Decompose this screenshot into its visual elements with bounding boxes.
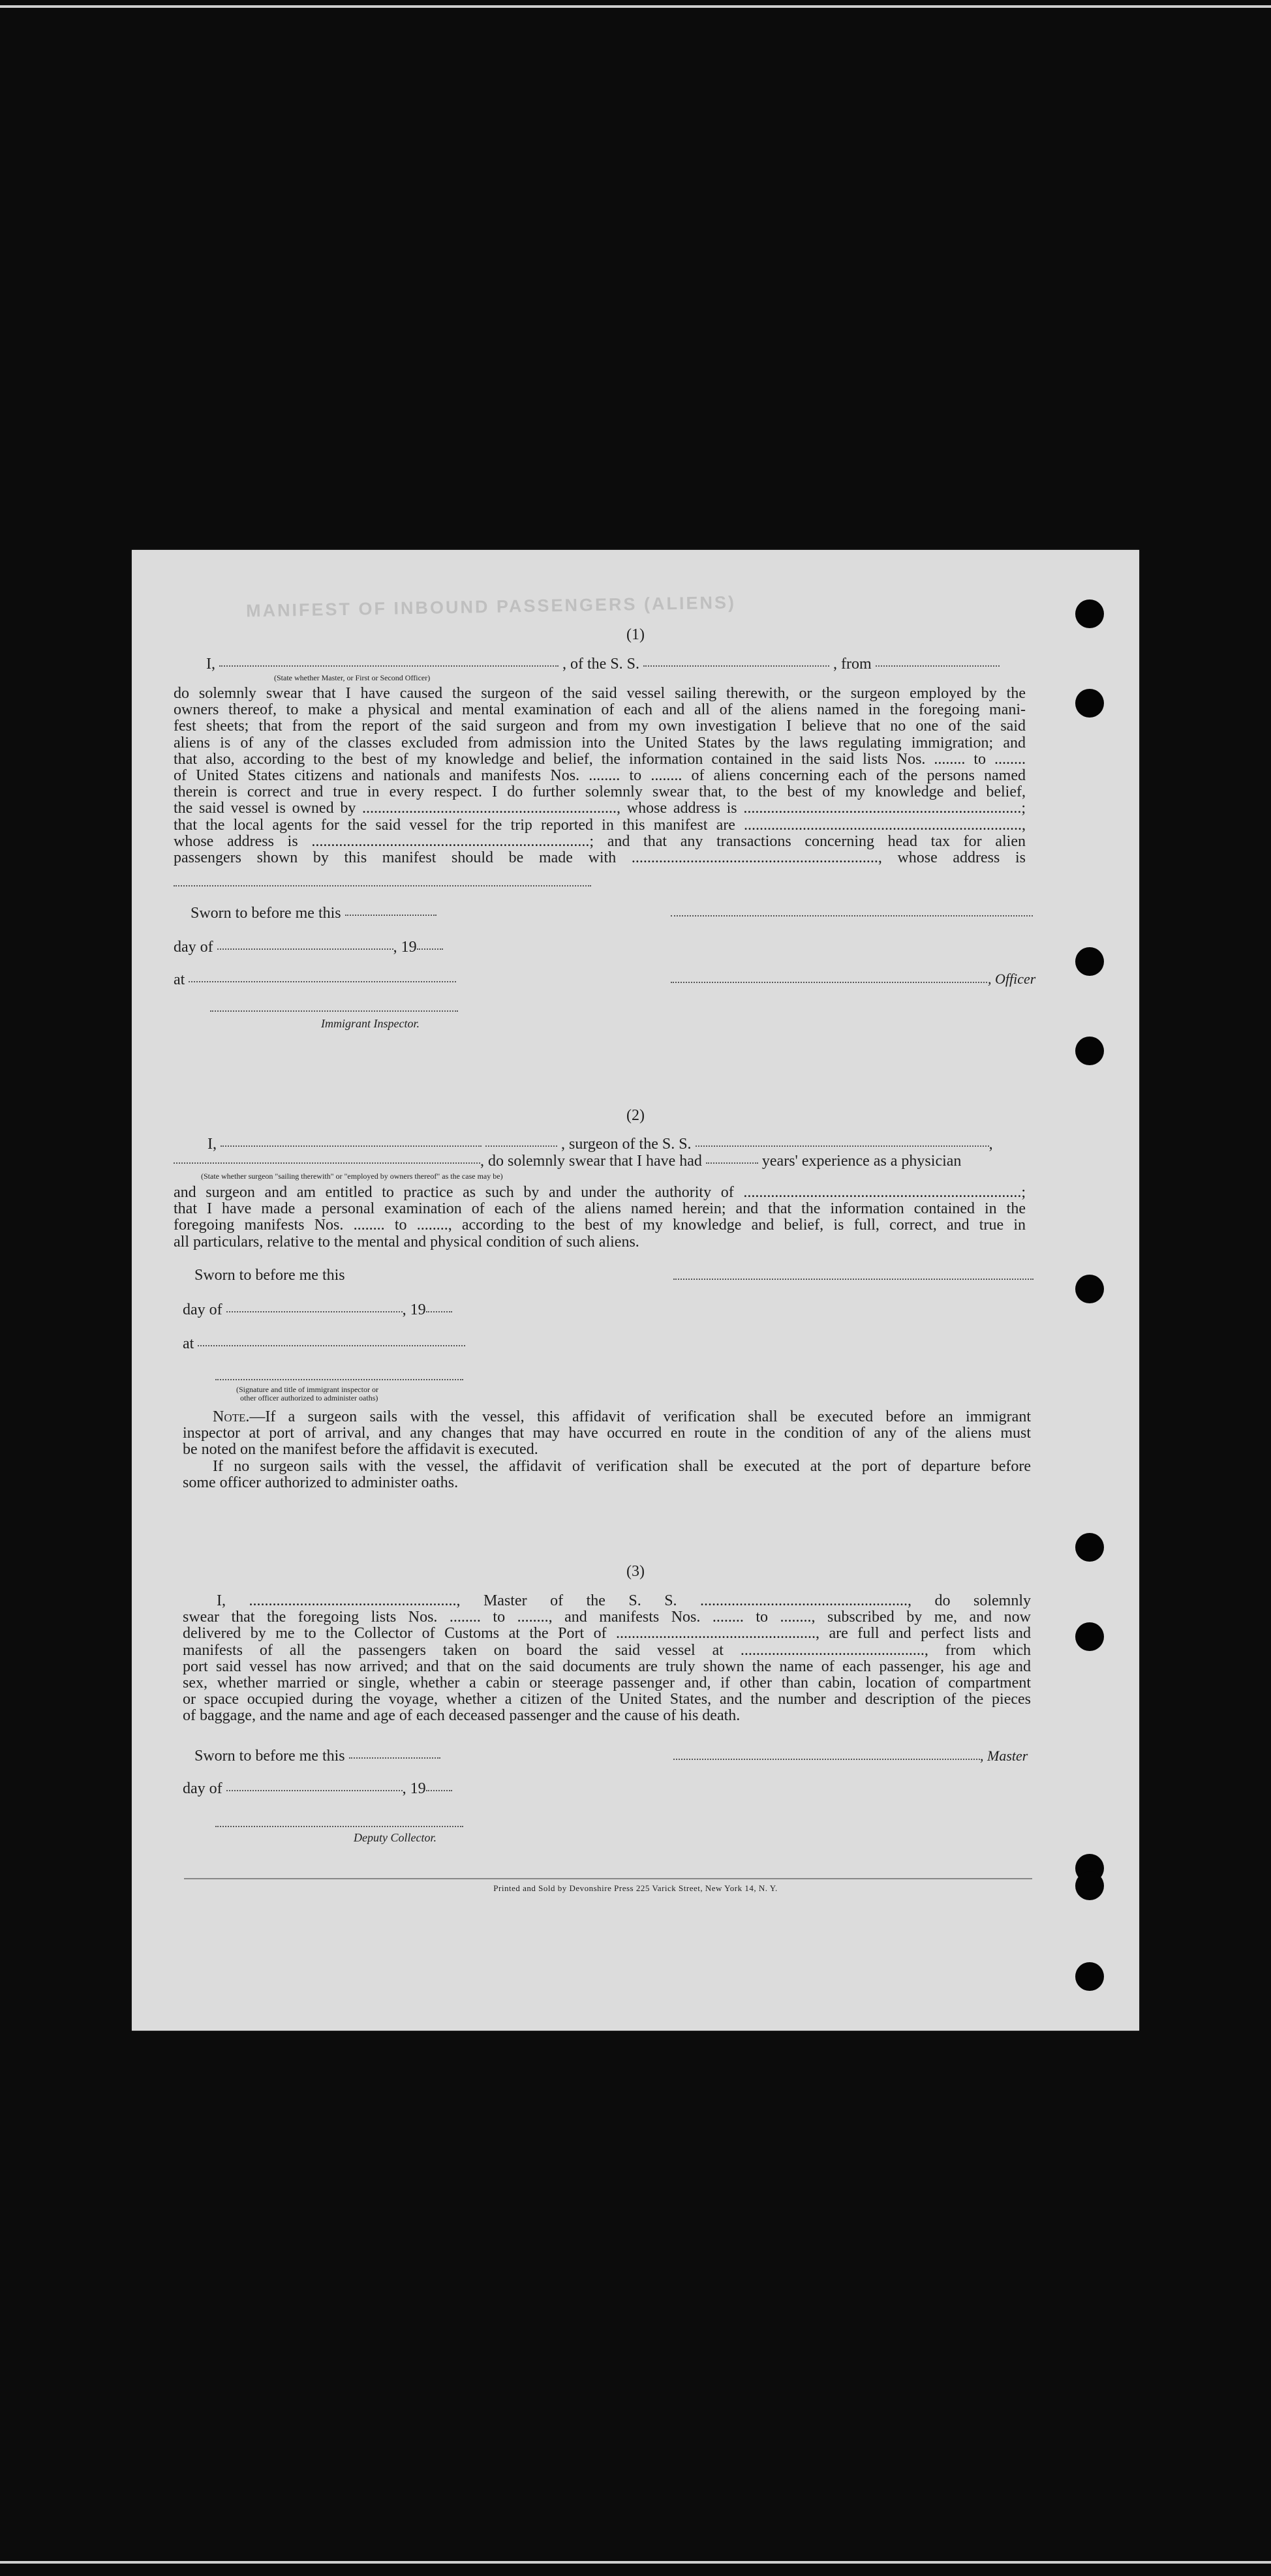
section-3-line: of baggage, and the name and age of each deceased passenger and the cause of his death. [183, 1707, 741, 1725]
section-1-line: do solemnly swear that I have caused the surgeon of the said vessel sailing therewith, or the surgeon employed by the [174, 685, 1026, 702]
section-1-number: (1) [626, 626, 645, 643]
section-2-signature-line [673, 1279, 1034, 1280]
section-1-of-ss: , of the S. S. [562, 656, 640, 673]
section-1-line: owners thereof, to make a physical and mental examination of each and all of the aliens named in the foregoing mani- [174, 701, 1026, 719]
section-3-line: sex, whether married or single, whether a cabin or steerage passenger and, if other than cabin, location of compartment [183, 1674, 1031, 1691]
section-1-line: of United States citizens and nationals and manifests Nos. ........ to ........ of aliens concerning each of the persons named [174, 766, 1026, 784]
section-3-sworn: Sworn to before me this [194, 1748, 1047, 1765]
section-1-line: fest sheets; that from the report of the said surgeon and from my own investigation I believe that no one of the said [174, 718, 1026, 735]
section-1-line: therein is correct and true in every respect. I do further solemnly swear that, to the best of my knowledge and belief, [174, 783, 1026, 801]
section-1-line: that also, according to the best of my knowledge and belief, the information contained in the said lists Nos. ........ to ........ [174, 750, 1026, 768]
section-1-line: the said vessel is owned by ................................................................., whose address is .......................................................................; [174, 800, 1026, 817]
section-3-master: , Master [980, 1748, 1028, 1764]
note-line: some officer authorized to administer oaths. [183, 1474, 459, 1491]
section-1-officer: , Officer [988, 971, 1036, 987]
section-1-at: at [174, 972, 1026, 988]
section-2-sworn: Sworn to before me this [194, 1267, 345, 1284]
printer-imprint: Printed and Sold by Devonshire Press 225 Varick Street, New York 14, N. Y. [493, 1883, 778, 1893]
section-1-note: (State whether Master, or First or Second Officer) [274, 673, 431, 682]
section-1-address-line [174, 885, 591, 886]
section-2-sig-note-2: other officer authorized to administer oaths) [240, 1393, 378, 1402]
section-3-number: (3) [626, 1563, 645, 1580]
section-3-line: I, ....................................................., Master of the S. S. ....................................................., do solemnly [217, 1592, 1031, 1609]
bleed-through-header: MANIFEST OF INBOUND PASSENGERS (ALIENS) [245, 592, 737, 621]
section-2-line: foregoing manifests Nos. ........ to ........, according to the best of my knowledge and belief, is full, correct, and true in [174, 1217, 1026, 1234]
section-2-at: at [183, 1336, 1035, 1352]
section-3-line: manifests of all the passengers taken on board the said vessel at ..............................................., from which [183, 1641, 1031, 1659]
section-1-opening [174, 656, 1026, 673]
section-3-line: swear that the foregoing lists Nos. ........ to ........, and manifests Nos. ........ to ........, subscribed by me, and now [183, 1609, 1031, 1626]
section-3-line: port said vessel has now arrived; and that on the said documents are truly shown the name of each passenger, his age and [183, 1658, 1031, 1675]
section-1-sworn: Sworn to before me this [191, 905, 1043, 922]
punch-hole [1075, 1037, 1104, 1065]
note-line: inspector at port of arrival, and any changes that may have occurred en route in the condition of any of the aliens must [183, 1425, 1031, 1442]
section-3-line: delivered by me to the Collector of Customs at the Port of ..................................................., are full and perfect lists and [183, 1625, 1031, 1643]
section-1-i: I, [206, 656, 215, 673]
punch-hole [1075, 1622, 1104, 1651]
section-1-day-of: day of , 19 [174, 939, 1026, 956]
section-1-inspector-line [210, 1010, 458, 1012]
section-1-line: aliens is of any of the classes excluded from admission into the United States by the laws regulating immigration; and [174, 734, 1026, 751]
film-edge-bottom [0, 2561, 1271, 2564]
section-2-number: (2) [626, 1107, 645, 1124]
section-2-inspector-line [215, 1379, 463, 1380]
section-2-note: (State whether surgeon "sailing therewith" or "employed by owners thereof" as the case may be) [201, 1172, 503, 1181]
section-1-officer-line [671, 982, 987, 983]
film-edge-top [0, 5, 1271, 8]
section-3-body [183, 1593, 1031, 1725]
section-1-line: that the local agents for the said vessel for the trip reported in this manifest are ......................................................................., [174, 816, 1026, 834]
section-2-line: that I have made a personal examination of each of the aliens named herein; and that the information contained in the [174, 1200, 1026, 1218]
section-3-master-line [673, 1759, 980, 1760]
section-1-body [174, 686, 1026, 866]
section-3-line: or space occupied during the voyage, whether a citizen of the United States, and the number and description of the pieces [183, 1691, 1031, 1708]
punch-hole [1075, 689, 1104, 718]
section-2-body [174, 1185, 1026, 1250]
punch-hole [1075, 1275, 1104, 1303]
section-2-line: and surgeon and am entitled to practice as such by and under the authority of .......................................................................; [174, 1184, 1026, 1201]
manifest-page [132, 550, 1139, 2031]
section-3-collector-line [215, 1826, 463, 1827]
section-2-experience: , do solemnly swear that I have had years' experience as a physician [174, 1153, 1026, 1170]
section-1-signature-line [671, 915, 1033, 917]
section-2-sig-note-1: (Signature and title of immigrant inspector or [236, 1385, 378, 1394]
punch-hole [1075, 1962, 1104, 1991]
section-3-day-of: day of , 19 [183, 1781, 1035, 1797]
note-label: Note. [213, 1408, 250, 1425]
section-1-from: , from [833, 656, 872, 673]
note-line: be noted on the manifest before the affidavit is executed. [183, 1441, 538, 1459]
section-2-note-block: Note.—If a surgeon sails with the vessel, this affidavit of verification shall be executed before an immigrant inspector at port of arrival, and any changes that may have occurred en route in the condition of any of the aliens must be noted on the manifest before the affidavit is executed. If no surgeon sails with the vessel, the affidavit of verification shall be executed at the port of departure before some officer authorized to administer oaths. [183, 1408, 1031, 1491]
punch-hole [1075, 947, 1104, 976]
section-1-line: passengers shown by this manifest should be made with ..............................................................., whose address is [174, 849, 1026, 866]
note-line: If no surgeon sails with the vessel, the affidavit of verification shall be executed at the port of departure before [213, 1457, 1031, 1475]
section-3-collector-label: Deputy Collector. [354, 1831, 436, 1844]
punch-hole [1075, 599, 1104, 628]
section-2-day-of: day of , 19 [183, 1302, 1035, 1318]
punch-hole [1075, 1533, 1104, 1562]
section-1-line: whose address is .......................................................................; and that any transactions concerning head tax for alien [174, 832, 1026, 850]
section-2-opening: I, , surgeon of the S. S. , [207, 1136, 993, 1153]
section-1-inspector-label: Immigrant Inspector. [321, 1017, 420, 1030]
section-2-line: all particulars, relative to the mental and physical condition of such aliens. [174, 1233, 639, 1250]
footer-rule [184, 1878, 1032, 1879]
